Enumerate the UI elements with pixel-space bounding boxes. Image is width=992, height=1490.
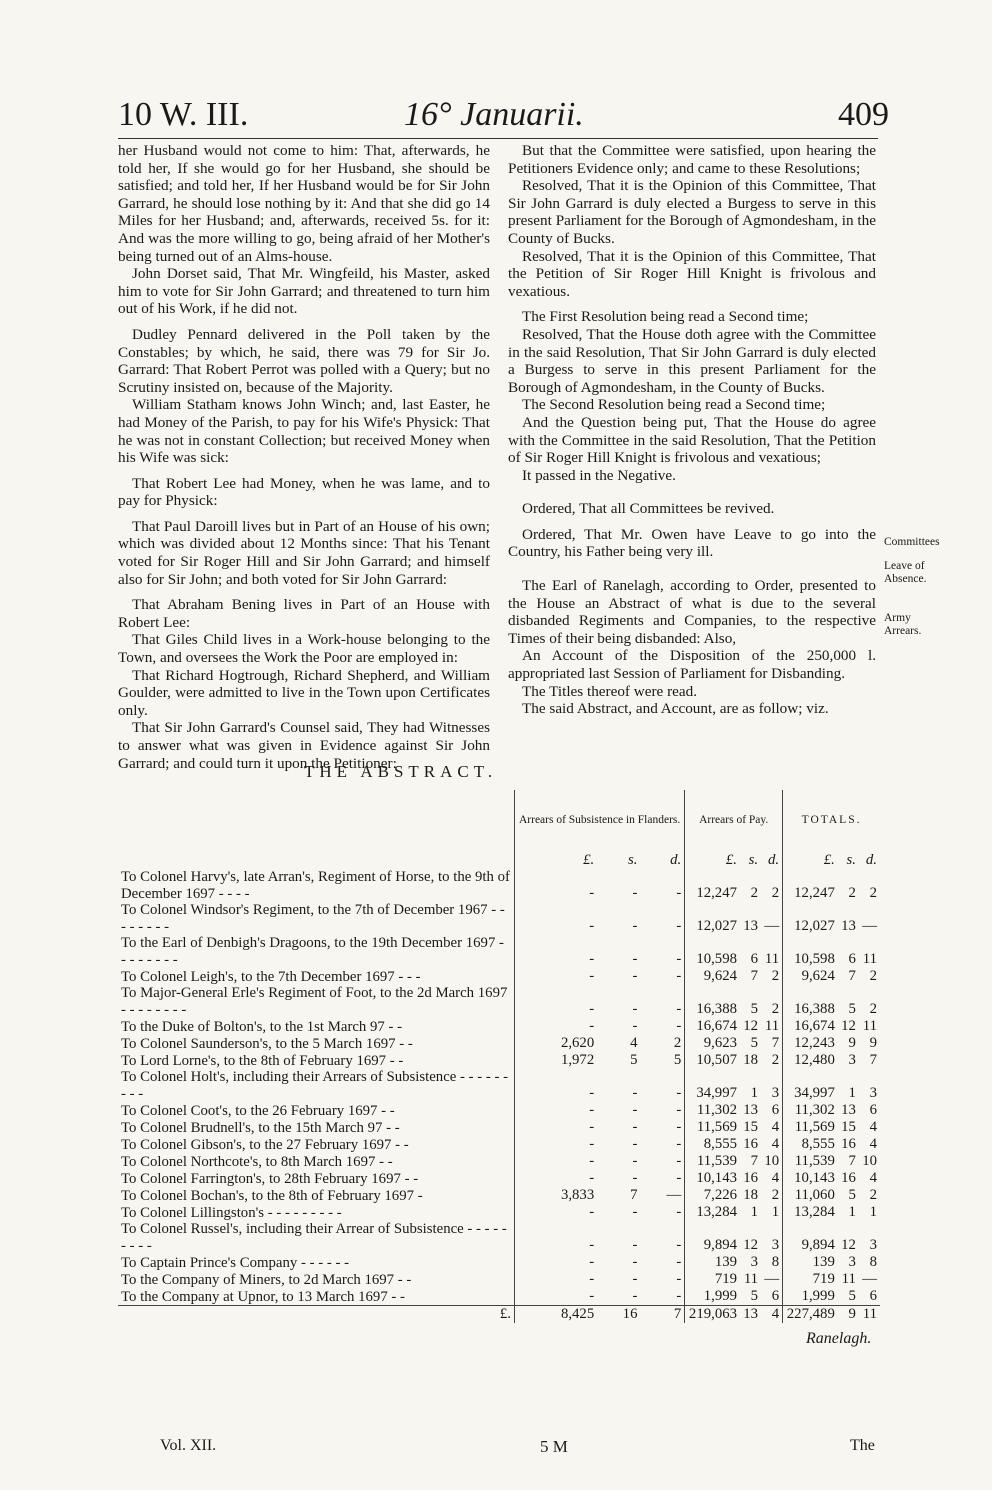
table-row bbox=[118, 1102, 880, 1119]
row-sub-shillings: 7 bbox=[630, 1187, 638, 1203]
unit-pound: £. bbox=[783, 827, 838, 869]
running-header-left: 10 W. III. bbox=[118, 96, 249, 133]
total-row bbox=[118, 1306, 880, 1324]
row-description: To Colonel Bochan's, to the 8th of February 1697 - bbox=[121, 1187, 423, 1204]
row-pay-pounds: 11,539 bbox=[685, 1153, 740, 1170]
row-tot-pounds: 139 bbox=[783, 1254, 838, 1271]
row-tot-shillings: 5 bbox=[848, 1288, 856, 1304]
row-sub-shillings: - bbox=[632, 968, 638, 984]
row-pay-pounds: 10,598 bbox=[685, 935, 740, 968]
row-sub-pounds: - bbox=[515, 1221, 598, 1254]
row-sub-shillings: - bbox=[632, 1085, 638, 1101]
row-pay-pounds: 9,624 bbox=[685, 968, 740, 985]
row-tot-pounds: 12,243 bbox=[783, 1035, 838, 1052]
row-tot-pence: 2 bbox=[869, 1001, 877, 1017]
row-sub-pence: - bbox=[676, 1204, 682, 1220]
row-tot-pounds: 11,302 bbox=[783, 1102, 838, 1119]
unit-shillings: s. bbox=[846, 852, 856, 868]
row-description: To Colonel Coot's, to the 26 February 1697 - - bbox=[121, 1102, 395, 1119]
total-pay-pounds: 219,063 bbox=[685, 1306, 740, 1324]
row-tot-shillings: 16 bbox=[841, 1170, 856, 1186]
row-tot-pounds: 11,569 bbox=[783, 1119, 838, 1136]
row-sub-pence: - bbox=[676, 968, 682, 984]
row-tot-pounds: 11,539 bbox=[783, 1153, 838, 1170]
row-pay-pence: 6 bbox=[771, 1102, 780, 1118]
row-sub-pounds: - bbox=[515, 1153, 598, 1170]
units-row bbox=[118, 827, 880, 869]
paragraph: That Abraham Bening lives in Part of an House with Robert Lee: bbox=[118, 596, 490, 631]
row-pay-pounds: 12,027 bbox=[685, 902, 740, 935]
row-pay-shillings: 5 bbox=[750, 1035, 759, 1051]
right-column bbox=[508, 142, 876, 718]
row-tot-pence: 10 bbox=[862, 1153, 877, 1169]
row-sub-shillings: - bbox=[632, 1153, 638, 1169]
row-sub-pounds: - bbox=[515, 1102, 598, 1119]
unit-pence: d. bbox=[865, 852, 877, 868]
row-pay-pounds: 34,997 bbox=[685, 1069, 740, 1102]
row-pay-pounds: 10,507 bbox=[685, 1052, 740, 1069]
row-description: To the Earl of Denbigh's Dragoons, to the 19th December 1697 - - - - - - - - bbox=[121, 935, 504, 968]
row-pay-pence: 3 bbox=[771, 1237, 780, 1253]
row-description: To Colonel Farrington's, to 28th February 1697 - - bbox=[121, 1170, 419, 1187]
row-tot-shillings: 3 bbox=[848, 1254, 856, 1270]
total-sub-pounds: 8,425 bbox=[515, 1306, 598, 1324]
row-tot-pounds: 10,598 bbox=[783, 935, 838, 968]
row-pay-shillings: 18 bbox=[743, 1052, 759, 1068]
row-pay-pence: 2 bbox=[771, 1052, 780, 1068]
row-tot-pounds: 16,388 bbox=[783, 985, 838, 1018]
total-tot-pence: 11 bbox=[859, 1306, 880, 1324]
paragraph: That Sir John Garrard's Counsel said, They had Witnesses to answer what was given in Evidence against Sir John Garrard; and could turn it upon the Petitioner: bbox=[118, 719, 490, 772]
row-description: To Colonel Saunderson's, to the 5 March 1697 - - bbox=[121, 1035, 413, 1052]
table-row bbox=[118, 902, 880, 935]
table-row bbox=[118, 1288, 880, 1306]
row-sub-shillings: - bbox=[632, 1170, 638, 1186]
row-tot-pounds: 9,624 bbox=[783, 968, 838, 985]
row-pay-pence: 2 bbox=[771, 885, 780, 901]
row-pay-pounds: 139 bbox=[685, 1254, 740, 1271]
row-pay-pence: 4 bbox=[771, 1119, 780, 1135]
unit-pound: £. bbox=[685, 827, 740, 869]
row-pay-shillings: 5 bbox=[750, 1001, 759, 1017]
row-tot-pounds: 8,555 bbox=[783, 1136, 838, 1153]
row-tot-pounds: 719 bbox=[783, 1271, 838, 1288]
row-pay-pounds: 9,623 bbox=[685, 1035, 740, 1052]
total-label: £. bbox=[118, 1306, 515, 1324]
row-tot-pence: 2 bbox=[869, 1187, 877, 1203]
row-sub-pence: - bbox=[676, 1119, 682, 1135]
row-sub-shillings: - bbox=[632, 1119, 638, 1135]
table-row bbox=[118, 935, 880, 968]
row-pay-pounds: 12,247 bbox=[685, 869, 740, 902]
row-sub-pounds: - bbox=[515, 1254, 598, 1271]
row-tot-pence: 2 bbox=[869, 885, 877, 901]
row-pay-pounds: 1,999 bbox=[685, 1288, 740, 1306]
paragraph: her Husband would not come to him: That, afterwards, he told her, If she would go for her Husband, she should be satisfied; and told her, If her Husband would be for Sir John Garrard, he should lose nothing by it: And that she did go 14 Miles for her Husband; and, afterwards, received 5s. for it: And was the more willing to go, being afraid of her Mother's being turned out of an Alms-house. bbox=[118, 142, 490, 265]
row-sub-pence: - bbox=[676, 1018, 682, 1034]
row-pay-shillings: 1 bbox=[750, 1085, 759, 1101]
row-sub-shillings: - bbox=[632, 1136, 638, 1152]
row-sub-pence: - bbox=[676, 885, 682, 901]
row-description: To Colonel Gibson's, to the 27 February 1697 - - bbox=[121, 1136, 409, 1153]
row-sub-pence: — bbox=[666, 1187, 682, 1203]
row-pay-pence: 11 bbox=[764, 1018, 780, 1034]
row-pay-pence: 2 bbox=[771, 968, 780, 984]
row-sub-pence: - bbox=[676, 1288, 682, 1304]
margin-note-committees: Committees bbox=[884, 536, 940, 548]
row-tot-shillings: 2 bbox=[848, 885, 856, 901]
row-sub-pounds: - bbox=[515, 968, 598, 985]
paragraph: And the Question being put, That the House do agree with the Committee in the said Resolution, That the Petition of Sir Roger Hill Knight is frivolous and vexatious; bbox=[508, 413, 876, 467]
row-tot-shillings: 3 bbox=[848, 1052, 856, 1068]
row-pay-pounds: 9,894 bbox=[685, 1221, 740, 1254]
row-pay-shillings: 13 bbox=[743, 918, 759, 934]
row-tot-pence: 4 bbox=[869, 1136, 877, 1152]
row-description: To Colonel Harvy's, late Arran's, Regiment of Horse, to the 9th of December 1697 - - - - bbox=[121, 869, 510, 902]
row-sub-pounds: - bbox=[515, 985, 598, 1018]
table-row bbox=[118, 985, 880, 1018]
row-pay-pence: 4 bbox=[771, 1170, 780, 1186]
table-row bbox=[118, 1035, 880, 1052]
paragraph: John Dorset said, That Mr. Wingfeild, his Master, asked him to vote for Sir John Garrard; and threatened to turn him out of his Work, if he did not. bbox=[118, 265, 490, 318]
totals-header: TOTALS. bbox=[783, 790, 880, 827]
row-pay-pence: 10 bbox=[764, 1153, 780, 1169]
row-sub-pounds: - bbox=[515, 902, 598, 935]
row-sub-pence: - bbox=[676, 1271, 682, 1287]
paragraph: Dudley Pennard delivered in the Poll taken by the Constables; by which, he said, there was 79 for Sir Jo. Garrard: That Robert Perrot was polled with a Query; but no Scrutiny insisted on, because of the Majority. bbox=[118, 325, 490, 396]
unit-shillings: s. bbox=[748, 852, 759, 868]
row-description: To Colonel Russel's, including their Arrear of Subsistence - - - - - - - - - bbox=[121, 1221, 507, 1254]
row-description: To the Duke of Bolton's, to the 1st March 97 - - bbox=[121, 1018, 403, 1035]
row-sub-pence: - bbox=[676, 951, 682, 967]
row-tot-pence: 4 bbox=[869, 1119, 877, 1135]
paragraph: But that the Committee were satisfied, upon hearing the Petitioners Evidence only; and came to these Resolutions; bbox=[508, 142, 876, 177]
table-row bbox=[118, 1018, 880, 1035]
margin-note-leave: Leave of Absence. bbox=[884, 560, 927, 585]
table-row bbox=[118, 1119, 880, 1136]
row-pay-pence: 11 bbox=[764, 951, 780, 967]
row-pay-shillings: 12 bbox=[743, 1018, 759, 1034]
paragraph: The First Resolution being read a Second time; bbox=[522, 308, 809, 326]
row-sub-shillings: - bbox=[632, 1102, 638, 1118]
row-sub-pence: 5 bbox=[673, 1052, 682, 1068]
row-description: To Colonel Windsor's Regiment, to the 7th of December 1967 - - - - - - - - bbox=[121, 902, 505, 935]
row-pay-pence: 8 bbox=[771, 1254, 780, 1270]
row-sub-pence: - bbox=[676, 1102, 682, 1118]
row-tot-pence: 3 bbox=[869, 1085, 877, 1101]
row-tot-shillings: 16 bbox=[841, 1136, 856, 1152]
row-sub-shillings: - bbox=[632, 1254, 638, 1270]
row-tot-shillings: 11 bbox=[841, 1271, 856, 1287]
row-sub-pounds: - bbox=[515, 869, 598, 902]
row-tot-shillings: 12 bbox=[841, 1018, 856, 1034]
row-tot-pence: 6 bbox=[869, 1288, 877, 1304]
row-tot-shillings: 15 bbox=[841, 1119, 856, 1135]
row-sub-pounds: 2,620 bbox=[515, 1035, 598, 1052]
row-tot-pounds: 12,480 bbox=[783, 1052, 838, 1069]
row-tot-pounds: 12,247 bbox=[783, 869, 838, 902]
total-sub-pence: 7 bbox=[640, 1306, 684, 1324]
unit-pence: d. bbox=[670, 852, 682, 868]
table-row bbox=[118, 1153, 880, 1170]
total-sub-shillings: 16 bbox=[597, 1306, 640, 1324]
footer-signature-mark: 5 M bbox=[540, 1437, 568, 1456]
row-sub-pence: - bbox=[676, 1001, 682, 1017]
row-sub-pence: - bbox=[676, 1254, 682, 1270]
table-row bbox=[118, 1254, 880, 1271]
row-description: To Colonel Brudnell's, to the 15th March 97 - - bbox=[121, 1119, 400, 1136]
row-pay-shillings: 12 bbox=[743, 1237, 759, 1253]
row-description: To Colonel Lillingston's - - - - - - - - - bbox=[121, 1204, 342, 1221]
row-pay-shillings: 13 bbox=[743, 1102, 759, 1118]
row-pay-pounds: 7,226 bbox=[685, 1187, 740, 1204]
description-header bbox=[118, 790, 515, 827]
row-pay-pence: — bbox=[764, 1271, 780, 1287]
row-sub-pounds: - bbox=[515, 935, 598, 968]
row-sub-shillings: - bbox=[632, 1204, 638, 1220]
paragraph: The Titles thereof were read. bbox=[522, 682, 698, 700]
left-column bbox=[118, 142, 490, 772]
row-tot-pence: 2 bbox=[869, 968, 877, 984]
total-tot-pounds: 227,489 bbox=[783, 1306, 838, 1324]
abstract-title: THE ABSTRACT. bbox=[304, 762, 498, 781]
footer-catchword: The bbox=[850, 1437, 875, 1454]
row-tot-pounds: 9,894 bbox=[783, 1221, 838, 1254]
total-tot-shillings: 9 bbox=[838, 1306, 859, 1324]
row-sub-shillings: - bbox=[632, 1288, 638, 1304]
paragraph: Resolved, That it is the Opinion of this Committee, That Sir John Garrard is duly elected a Burgess to serve in this present Parliament for the Borough of Agmondesham, in the County of Bucks. bbox=[508, 177, 876, 247]
total-pay-shillings: 13 bbox=[740, 1306, 761, 1324]
row-pay-pence: 2 bbox=[771, 1187, 780, 1203]
paragraph: That Robert Lee had Money, when he was lame, and to pay for Physick: bbox=[118, 474, 490, 510]
table-row bbox=[118, 1271, 880, 1288]
row-pay-shillings: 3 bbox=[750, 1254, 759, 1270]
row-sub-shillings: - bbox=[632, 885, 638, 901]
row-tot-pence: 1 bbox=[869, 1204, 877, 1220]
row-tot-pence: 4 bbox=[869, 1170, 877, 1186]
row-sub-pence: - bbox=[676, 1085, 682, 1101]
row-pay-shillings: 6 bbox=[750, 951, 759, 967]
row-sub-shillings: - bbox=[632, 1237, 638, 1253]
row-pay-pounds: 10,143 bbox=[685, 1170, 740, 1187]
row-pay-pounds: 16,388 bbox=[685, 985, 740, 1018]
row-tot-pence: 11 bbox=[862, 1018, 877, 1034]
row-pay-shillings: 7 bbox=[750, 1153, 759, 1169]
signature: Ranelagh. bbox=[806, 1330, 872, 1347]
row-sub-pounds: 1,972 bbox=[515, 1052, 598, 1069]
row-description: To the Company of Miners, to 2d March 1697 - - bbox=[121, 1271, 412, 1288]
row-description: To Major-General Erle's Regiment of Foot, to the 2d March 1697 - - - - - - - - bbox=[121, 985, 508, 1018]
table-row bbox=[118, 1204, 880, 1221]
row-tot-pounds: 11,060 bbox=[783, 1187, 838, 1204]
row-sub-pounds: - bbox=[515, 1271, 598, 1288]
row-tot-shillings: 9 bbox=[848, 1035, 856, 1051]
row-tot-shillings: 5 bbox=[848, 1187, 856, 1203]
row-tot-pence: — bbox=[862, 918, 877, 934]
row-pay-shillings: 5 bbox=[750, 1288, 759, 1304]
row-pay-pounds: 16,674 bbox=[685, 1018, 740, 1035]
row-pay-pounds: 11,302 bbox=[685, 1102, 740, 1119]
table-row bbox=[118, 1170, 880, 1187]
row-sub-shillings: - bbox=[632, 1271, 638, 1287]
row-sub-pounds: - bbox=[515, 1136, 598, 1153]
row-pay-pounds: 13,284 bbox=[685, 1204, 740, 1221]
row-sub-pounds: - bbox=[515, 1119, 598, 1136]
table-row bbox=[118, 1052, 880, 1069]
row-sub-shillings: - bbox=[632, 951, 638, 967]
row-sub-pence: - bbox=[676, 1136, 682, 1152]
total-pay-pence: 4 bbox=[761, 1306, 783, 1324]
abstract-body bbox=[118, 869, 880, 1306]
pay-header: Arrears of Pay. bbox=[685, 790, 783, 827]
paragraph: Ordered, That all Committees be revived. bbox=[522, 500, 775, 518]
paragraph: That Giles Child lives in a Work-house belonging to the Town, and oversees the Work the Poor are employed in: bbox=[118, 631, 490, 667]
row-sub-shillings: 5 bbox=[630, 1052, 638, 1068]
row-pay-pounds: 11,569 bbox=[685, 1119, 740, 1136]
row-tot-shillings: 12 bbox=[841, 1237, 856, 1253]
row-tot-shillings: 5 bbox=[848, 1001, 856, 1017]
row-tot-pence: — bbox=[862, 1271, 877, 1287]
row-tot-pounds: 13,284 bbox=[783, 1204, 838, 1221]
page-number: 409 bbox=[838, 96, 889, 133]
row-description: To Colonel Leigh's, to the 7th December 1697 - - - bbox=[121, 968, 421, 985]
row-tot-shillings: 7 bbox=[848, 968, 856, 984]
table-row bbox=[118, 1069, 880, 1102]
row-sub-shillings: 4 bbox=[630, 1035, 638, 1051]
row-pay-shillings: 1 bbox=[750, 1204, 759, 1220]
row-description: To the Company at Upnor, to 13 March 1697 - - bbox=[121, 1288, 405, 1305]
row-description: To Colonel Holt's, including their Arrears of Subsistence - - - - - - - - - bbox=[121, 1069, 509, 1102]
row-pay-pounds: 8,555 bbox=[685, 1136, 740, 1153]
paragraph: The Second Resolution being read a Second time; bbox=[522, 396, 826, 414]
unit-pence: d. bbox=[768, 852, 780, 868]
row-pay-pence: 4 bbox=[771, 1136, 780, 1152]
units-spacer bbox=[118, 827, 515, 869]
row-pay-pence: — bbox=[764, 918, 780, 934]
row-sub-pounds: - bbox=[515, 1288, 598, 1306]
row-pay-shillings: 7 bbox=[750, 968, 759, 984]
row-pay-pence: 2 bbox=[771, 1001, 780, 1017]
margin-note-army: Army Arrears. bbox=[884, 612, 922, 637]
row-tot-pounds: 1,999 bbox=[783, 1288, 838, 1306]
row-description: To Colonel Northcote's, to 8th March 1697 - - bbox=[121, 1153, 393, 1170]
row-pay-shillings: 11 bbox=[743, 1271, 759, 1287]
row-tot-pence: 9 bbox=[869, 1035, 877, 1051]
paragraph: An Account of the Disposition of the 250,000 l. appropriated last Session of Parliament for Disbanding. bbox=[508, 647, 876, 683]
table-row bbox=[118, 1136, 880, 1153]
row-pay-pence: 1 bbox=[771, 1204, 780, 1220]
row-description: To Captain Prince's Company - - - - - - bbox=[121, 1254, 350, 1271]
row-sub-pounds: - bbox=[515, 1170, 598, 1187]
row-sub-pounds: - bbox=[515, 1018, 598, 1035]
row-tot-pounds: 34,997 bbox=[783, 1069, 838, 1102]
row-tot-shillings: 6 bbox=[848, 951, 856, 967]
row-tot-shillings: 13 bbox=[841, 1102, 856, 1118]
row-sub-shillings: - bbox=[632, 918, 638, 934]
row-sub-shillings: - bbox=[632, 1018, 638, 1034]
row-sub-pence: 2 bbox=[673, 1035, 682, 1051]
row-tot-pence: 7 bbox=[869, 1052, 877, 1068]
row-tot-pence: 8 bbox=[869, 1254, 877, 1270]
paragraph: The said Abstract, and Account, are as follow; viz. bbox=[522, 700, 829, 718]
row-pay-shillings: 16 bbox=[743, 1136, 759, 1152]
row-tot-pence: 6 bbox=[869, 1102, 877, 1118]
row-sub-shillings: - bbox=[632, 1001, 638, 1017]
paragraph: That Richard Hogtrough, Richard Shepherd, and William Goulder, were admitted to live in the Town upon Certificates only. bbox=[118, 666, 490, 719]
paragraph: Resolved, That the House doth agree with the Committee in the said Resolution, That Sir John Garrard is duly elected a Burgess to serve in this present Parliament for the Borough of Agmondesham, in the County of Bucks. bbox=[508, 325, 876, 396]
row-description: To Lord Lorne's, to the 8th of February 1697 - - bbox=[121, 1052, 404, 1069]
row-sub-pence: - bbox=[676, 1170, 682, 1186]
row-sub-pounds: - bbox=[515, 1069, 598, 1102]
table-row bbox=[118, 869, 880, 902]
row-tot-pence: 3 bbox=[869, 1237, 877, 1253]
row-pay-pence: 7 bbox=[771, 1035, 780, 1051]
row-pay-shillings: 18 bbox=[743, 1187, 759, 1203]
row-sub-pounds: 3,833 bbox=[515, 1187, 598, 1204]
row-pay-shillings: 16 bbox=[743, 1170, 759, 1186]
table-row bbox=[118, 1221, 880, 1254]
row-sub-pounds: - bbox=[515, 1204, 598, 1221]
paragraph: The Earl of Ranelagh, according to Order, presented to the House an Abstract of what is due to the several disbanded Regiments and Companies, to the respective Times of their being disbanded: Also, bbox=[508, 577, 876, 647]
unit-shillings: s. bbox=[628, 852, 638, 868]
paragraph: Resolved, That it is the Opinion of this Committee, That the Petition of Sir Roger Hill Knight is frivolous and vexatious. bbox=[508, 247, 876, 300]
header-rule bbox=[118, 138, 878, 139]
paragraph: Ordered, That Mr. Owen have Leave to go into the Country, his Father being very ill. bbox=[508, 525, 876, 561]
row-sub-pence: - bbox=[676, 918, 682, 934]
abstract-table bbox=[118, 790, 880, 1323]
row-tot-pounds: 12,027 bbox=[783, 902, 838, 935]
row-tot-pence: 11 bbox=[862, 951, 877, 967]
row-sub-pence: - bbox=[676, 1153, 682, 1169]
row-tot-pounds: 10,143 bbox=[783, 1170, 838, 1187]
paragraph: William Statham knows John Winch; and, last Easter, he had Money of the Parish, to pay for his Wife's Physick: That he was not in constant Collection; but received Money when his Wife was sick: bbox=[118, 396, 490, 467]
table-header-row bbox=[118, 790, 880, 827]
paragraph: It passed in the Negative. bbox=[522, 466, 676, 484]
subsistence-header: Arrears of Subsistence in Flanders. bbox=[515, 790, 685, 827]
unit-pound: £. bbox=[515, 827, 598, 869]
row-pay-shillings: 2 bbox=[750, 885, 759, 901]
row-tot-shillings: 7 bbox=[848, 1153, 856, 1169]
table-row bbox=[118, 968, 880, 985]
row-tot-shillings: 1 bbox=[848, 1204, 856, 1220]
running-header-date: 16° Januarii. bbox=[404, 96, 584, 133]
footer-volume: Vol. XII. bbox=[160, 1437, 217, 1454]
table-row bbox=[118, 1187, 880, 1204]
row-pay-shillings: 15 bbox=[743, 1119, 759, 1135]
row-tot-shillings: 13 bbox=[841, 918, 856, 934]
row-pay-pence: 3 bbox=[771, 1085, 780, 1101]
row-pay-pounds: 719 bbox=[685, 1271, 740, 1288]
row-tot-shillings: 1 bbox=[848, 1085, 856, 1101]
row-sub-pence: - bbox=[676, 1237, 682, 1253]
row-pay-pence: 6 bbox=[771, 1288, 780, 1304]
paragraph: That Paul Daroill lives but in Part of an House of his own; which was divided about 12 Months since: That his Tenant voted for Sir Roger Hill and Sir John Garrard; and himself also for Sir John; and both voted for Sir John Garrard: bbox=[118, 517, 490, 588]
row-tot-pounds: 16,674 bbox=[783, 1018, 838, 1035]
